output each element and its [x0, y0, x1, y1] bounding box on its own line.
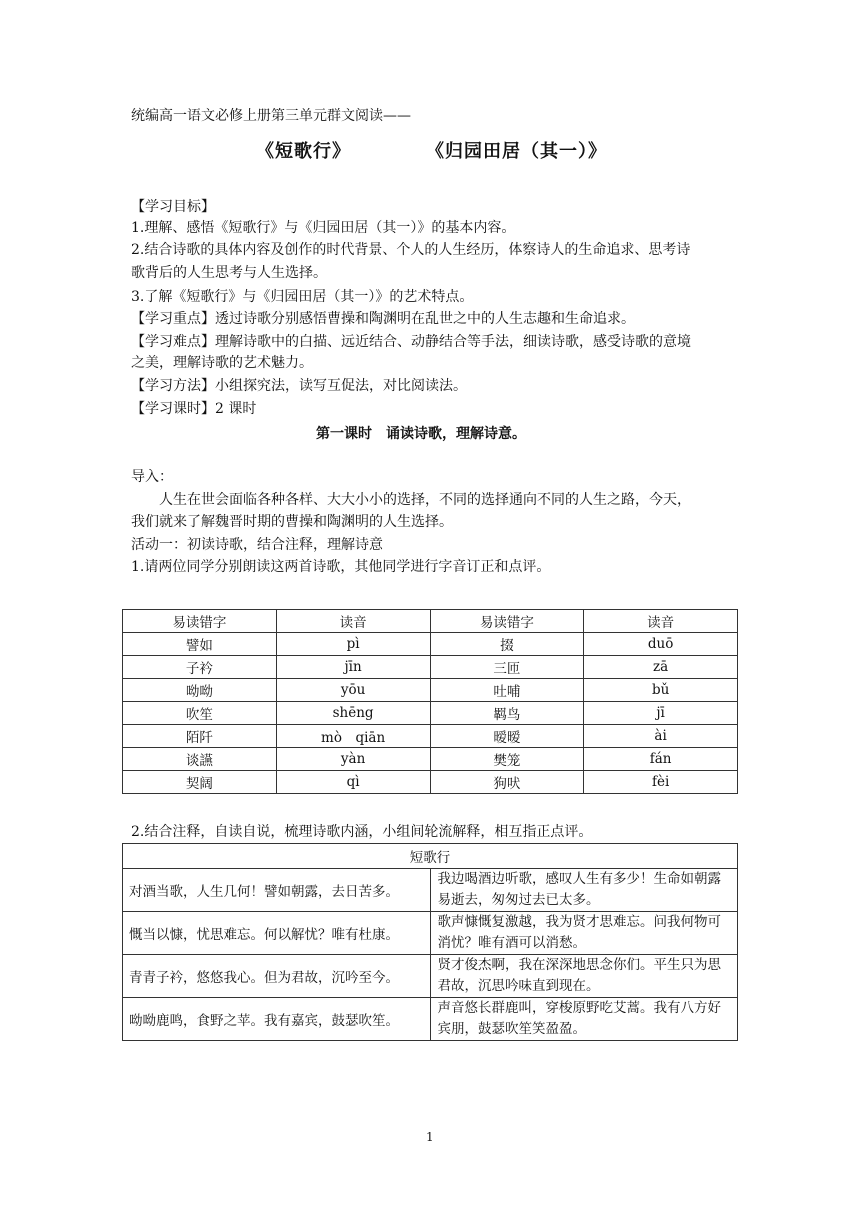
- learning-hours: 【学习课时】2 课时: [131, 401, 257, 417]
- header-cell: 易读错字: [123, 610, 277, 633]
- learning-difficulty-line2: 之美，理解诗歌的艺术魅力。: [131, 355, 313, 371]
- table-cell: 子衿: [123, 656, 277, 679]
- title-right: 《归园田居（其一）》: [426, 141, 607, 162]
- header-cell: 读音: [276, 610, 430, 633]
- table-cell: yōu: [276, 679, 430, 702]
- lesson-heading: 第一课时 诵读诗歌，理解诗意。: [316, 426, 526, 442]
- poem-translation-cell: 歌声慷慨复激越，我为贤才思难忘。问我何物可消忧？唯有酒可以消愁。: [431, 912, 738, 955]
- goal-item-1: 1.理解、感悟《短歌行》与《归园田居（其一）》的基本内容。: [131, 220, 516, 236]
- table-row: [123, 869, 738, 912]
- table-cell: 狗吠: [430, 771, 584, 794]
- pinyin-table: [122, 609, 738, 794]
- table-row: [123, 912, 738, 955]
- table-row: [123, 771, 738, 794]
- poem-table-heading: 短歌行: [123, 844, 738, 869]
- table-cell: zā: [584, 656, 738, 679]
- table-header-row: [123, 844, 738, 869]
- activity-1: 活动一：初读诗歌，结合注释，理解诗意: [131, 537, 383, 553]
- table-row: [123, 656, 738, 679]
- table-cell: 三匝: [430, 656, 584, 679]
- learning-difficulty-line1: 【学习难点】理解诗歌中的白描、远近结合、动静结合等手法，细读诗歌，感受诗歌的意境: [131, 334, 691, 350]
- table-cell: 呦呦: [123, 679, 277, 702]
- header-cell: 读音: [584, 610, 738, 633]
- table-cell: 谈讌: [123, 748, 277, 771]
- table-cell: 吐哺: [430, 679, 584, 702]
- table-cell: 吹笙: [123, 702, 277, 725]
- table-cell: fèi: [584, 771, 738, 794]
- table-cell: fán: [584, 748, 738, 771]
- page-number: 1: [426, 1130, 434, 1144]
- table-row: [123, 955, 738, 998]
- task-2: 2.结合注释，自读自说，梳理诗歌内涵，小组间轮流解释，相互指正点评。: [131, 824, 593, 840]
- goal-item-2-line1: 2.结合诗歌的具体内容及创作的时代背景、个人的人生经历，体察诗人的生命追求、思考诗: [131, 242, 691, 258]
- table-cell: 掇: [430, 633, 584, 656]
- poem-translation-cell: 声音悠长群鹿叫，穿梭原野吃艾蒿。我有八方好宾朋，鼓瑟吹笙笑盈盈。: [431, 998, 738, 1041]
- table-header-row: [123, 610, 738, 633]
- poem-translation-cell: 贤才俊杰啊，我在深深地思念你们。平生只为思君故，沉思吟味直到现在。: [431, 955, 738, 998]
- title-left: 《短歌行》: [256, 141, 351, 162]
- table-cell: 暧暧: [430, 725, 584, 748]
- table-cell: jī: [584, 702, 738, 725]
- intro-label: 导入：: [131, 469, 173, 485]
- table-cell: 羁鸟: [430, 702, 584, 725]
- table-cell: jīn: [276, 656, 430, 679]
- goal-item-3: 3.了解《短歌行》与《归园田居（其一）》的艺术特点。: [131, 289, 474, 305]
- table-row: [123, 748, 738, 771]
- poem-original-cell: 对酒当歌，人生几何！譬如朝露，去日苦多。: [123, 869, 431, 912]
- table-cell: bǔ: [584, 679, 738, 702]
- table-row: [123, 633, 738, 656]
- table-cell: yàn: [276, 748, 430, 771]
- poem-translation-cell: 我边喝酒边听歌，感叹人生有多少！生命如朝露易逝去，匆匆过去已太多。: [431, 869, 738, 912]
- table-cell: mò qiān: [276, 725, 430, 748]
- table-cell: 契阔: [123, 771, 277, 794]
- goal-item-2-line2: 歌背后的人生思考与人生选择。: [131, 265, 327, 281]
- table-cell: 譬如: [123, 633, 277, 656]
- poem-original-cell: 慨当以慷，忧思难忘。何以解忧？唯有杜康。: [123, 912, 431, 955]
- poem-table: [122, 843, 738, 1041]
- goals-heading: 【学习目标】: [131, 199, 215, 215]
- table-cell: pì: [276, 633, 430, 656]
- table-row: [123, 702, 738, 725]
- document-subtitle: 统编高一语文必修上册第三单元群文阅读——: [131, 108, 411, 124]
- table-cell: ài: [584, 725, 738, 748]
- poem-original-cell: 青青子衿，悠悠我心。但为君故，沉吟至今。: [123, 955, 431, 998]
- table-cell: 樊笼: [430, 748, 584, 771]
- intro-line-2: 我们就来了解魏晋时期的曹操和陶渊明的人生选择。: [131, 514, 453, 530]
- task-1: 1.请两位同学分别朗读这两首诗歌，其他同学进行字音订正和点评。: [131, 559, 551, 575]
- header-cell: 易读错字: [430, 610, 584, 633]
- learning-focus: 【学习重点】透过诗歌分别感悟曹操和陶渊明在乱世之中的人生志趣和生命追求。: [131, 311, 635, 327]
- table-cell: duō: [584, 633, 738, 656]
- table-cell: qì: [276, 771, 430, 794]
- intro-line-1: 人生在世会面临各种各样、大大小小的选择，不同的选择通向不同的人生之路，今天，: [159, 492, 691, 508]
- table-row: [123, 679, 738, 702]
- poem-original-cell: 呦呦鹿鸣，食野之苹。我有嘉宾，鼓瑟吹笙。: [123, 998, 431, 1041]
- table-row: [123, 998, 738, 1041]
- table-cell: 陌阡: [123, 725, 277, 748]
- learning-method: 【学习方法】小组探究法，读写互促法，对比阅读法。: [131, 378, 467, 394]
- table-row: [123, 725, 738, 748]
- table-cell: shēng: [276, 702, 430, 725]
